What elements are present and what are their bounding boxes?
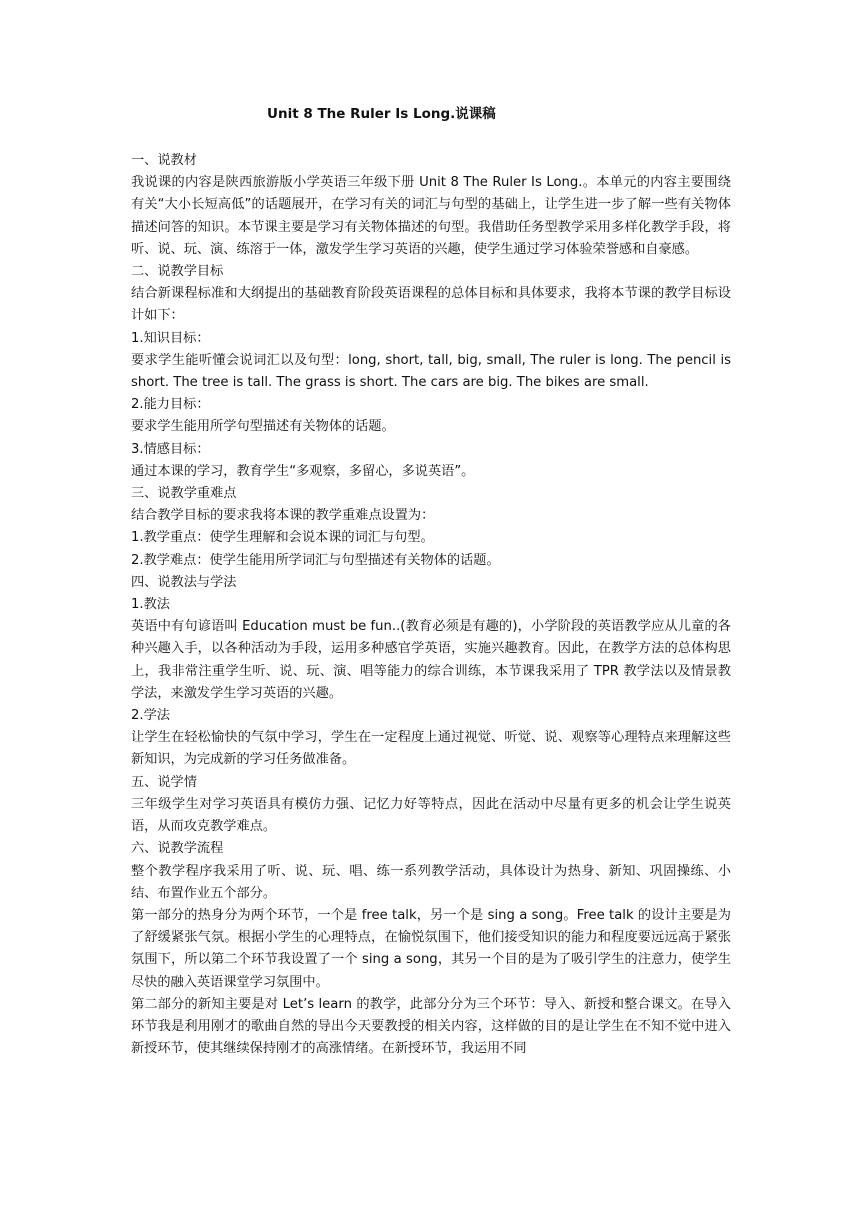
section-heading-3: 三、说教学重难点 xyxy=(131,486,237,502)
paragraph-keypoints-intro: 结合教学目标的要求我将本课的教学重难点设置为： xyxy=(131,508,435,524)
paragraph-learning-method: 让学生在轻松愉快的气氛中学习，学生在一定程度上通过视觉、听觉、说、观察等心理特点来理解这些新知识，为完成新的学习任务做准备。 xyxy=(131,730,731,768)
section-heading-2: 二、说教学目标 xyxy=(131,264,224,280)
paragraph-student-analysis: 三年级学生对学习英语具有模仿力强、记忆力好等特点，因此在活动中尽量有更多的机会让学生说英语，从而攻克教学难点。 xyxy=(131,796,731,835)
paragraph-process-intro: 整个教学程序我采用了听、说、玩、唱、练一系列教学活动，具体设计为热身、新知、巩固操练、小结、布置作业五个部分。 xyxy=(131,863,731,901)
subheading-knowledge-goal: 1.知识目标： xyxy=(131,330,210,346)
paragraph-warmup: 第一部分的热身分为两个环节，一个是 free talk，另一个是 sing a song。Free talk 的设计主要是为了舒缓紧张气氛。根据小学生的心理特点，在愉悦氛围下，他们接受知识的能力和程度要远远高于紧张氛围下，所以第二个环节我设置了一个 sing a song，其另一个目的是为了吸引学生的注意力，使学生尽快的融入英语课堂学习氛围中。 xyxy=(131,907,731,990)
subheading-learning-method: 2.学法 xyxy=(131,708,170,724)
section-heading-5: 五、说学情 xyxy=(131,774,197,790)
paragraph-new-knowledge: 第二部分的新知主要是对 Let’s learn 的教学，此部分分为三个环节：导入、新授和整合课文。在导入环节我是利用刚才的歌曲自然的导出今天要教授的相关内容，这样做的目的是让学生在不知不觉中进入新授环节，使其继续保持刚才的高涨情绪。在新授环节，我运用不同 xyxy=(131,996,731,1057)
section-heading-1: 一、说教材 xyxy=(131,153,197,168)
document-title: Unit 8 The Ruler Is Long.说课稿 xyxy=(267,106,496,122)
section-heading-6: 六、说教学流程 xyxy=(131,841,224,857)
paragraph-teaching-method: 英语中有句谚语叫 Education must be fun..(教育必须是有趣的)，小学阶段的英语教学应从儿童的各种兴趣入手，以各种活动为手段，运用多种感官学英语，实施兴趣教育。因此，在教学方法的总体构思上，我非常注重学生听、说、玩、演、唱等能力的综合训练，本节课我采用了 TPR 教学法以及情景教学法，来激发学生学习英语的兴趣。 xyxy=(131,619,731,701)
section-heading-4: 四、说教法与学法 xyxy=(131,574,237,590)
document-page xyxy=(131,103,731,1060)
subheading-emotion-goal: 3.情感目标： xyxy=(131,441,210,457)
paragraph-ability-goal: 要求学生能用所学句型描述有关物体的话题。 xyxy=(131,419,395,435)
document-body xyxy=(131,150,731,1060)
paragraph-emotion-goal: 通过本课的学习，教育学生“多观察，多留心，多说英语”。 xyxy=(131,463,475,479)
paragraph-textbook: 我说课的内容是陕西旅游版小学英语三年级下册 Unit 8 The Ruler Is Long.。本单元的内容主要围绕有关“大小长短高低”的话题展开，在学习有关的词汇与句型的基础上，让学生进一步了解一些有关物体描述问答的知识。本节课主要是学习有关物体描述的句型。我借助任务型教学采用多样化教学手段，将听、说、玩、演、练溶于一体，激发学生学习英语的兴趣，使学生通过学习体验荣誉感和自豪感。 xyxy=(131,175,731,257)
paragraph-goals-intro: 结合新课程标准和大纲提出的基础教育阶段英语课程的总体目标和具体要求，我将本节课的教学目标设计如下： xyxy=(131,286,731,324)
subheading-teaching-method: 1.教法 xyxy=(131,597,170,613)
paragraph-knowledge-goal: 要求学生能听懂会说词汇以及句型：long, short, tall, big, small, The ruler is long. The pencil is short. The tree is tall. The grass is short. The cars are big. The bikes are small. xyxy=(131,352,731,391)
subheading-ability-goal: 2.能力目标： xyxy=(131,397,210,413)
paragraph-keypoint: 1.教学重点：使学生理解和会说本课的词汇与句型。 xyxy=(131,530,434,546)
paragraph-difficulty: 2.教学难点：使学生能用所学词汇与句型描述有关物体的话题。 xyxy=(131,552,500,568)
